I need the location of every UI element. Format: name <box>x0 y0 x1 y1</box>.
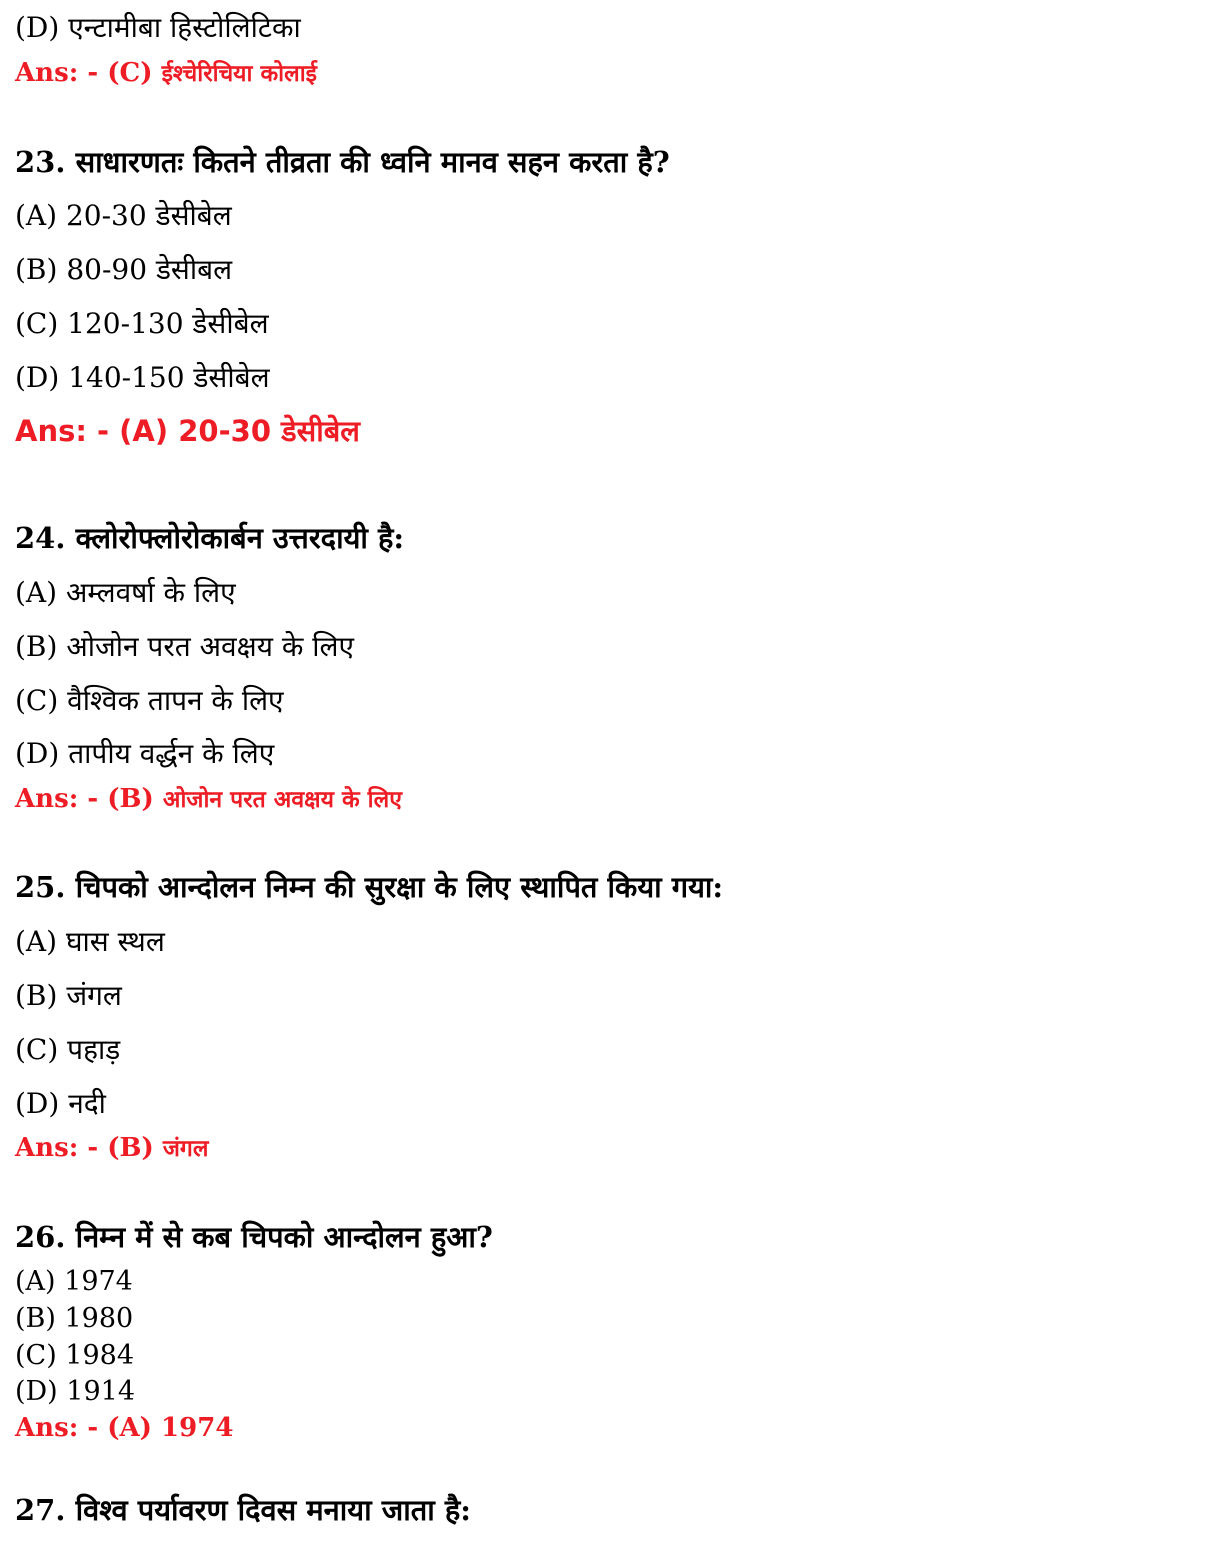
q24-option-a: (A) अम्लवर्षा के लिए <box>15 576 236 609</box>
q23-answer-text: 20-30 डेसीबेल <box>178 414 360 448</box>
q23-question <box>15 145 670 179</box>
q27-question <box>15 1493 471 1527</box>
q24-number: 24. <box>15 521 66 555</box>
q27-number: 27. <box>15 1493 66 1527</box>
q24-answer-text: ओजोन परत अवक्षय के लिए <box>162 786 402 813</box>
q23-option-d: (D) 140-150 डेसीबेल <box>15 361 270 394</box>
q23-text: साधारणतः कितने तीव्रता की ध्वनि मानव सहन करता है? <box>75 145 670 179</box>
q25-answer-prefix: Ans: - (B) <box>15 1133 154 1163</box>
q25-option-c: (C) पहाड़ <box>15 1033 121 1066</box>
q22-answer <box>15 60 317 86</box>
q24-option-c: (C) वैश्विक तापन के लिए <box>15 684 284 717</box>
q26-answer-text: 1974 <box>161 1413 234 1443</box>
q26-number: 26. <box>15 1220 66 1254</box>
q25-question <box>15 870 724 904</box>
q22-answer-text: ईश्चेरिचिया कोलाई <box>161 60 317 87</box>
q25-answer <box>15 1135 208 1161</box>
q24-option-d: (D) तापीय वर्द्धन के लिए <box>15 737 275 770</box>
q22-option-d: (D) एन्टामीबा हिस्टोलिटिका <box>15 11 301 44</box>
q26-option-d: (D) 1914 <box>15 1376 136 1407</box>
q26-option-c: (C) 1984 <box>15 1340 135 1371</box>
q26-answer <box>15 1415 233 1441</box>
q23-number: 23. <box>15 145 66 179</box>
q26-answer-prefix: Ans: - (A) <box>15 1413 152 1443</box>
q23-option-c: (C) 120-130 डेसीबेल <box>15 307 269 340</box>
q22-answer-prefix: Ans: - (C) <box>15 58 153 88</box>
q25-number: 25. <box>15 870 66 904</box>
q24-answer <box>15 786 402 812</box>
q24-question <box>15 521 405 555</box>
q23-answer <box>15 414 360 448</box>
q25-answer-text: जंगल <box>162 1135 209 1162</box>
q25-text: चिपको आन्दोलन निम्न की सुरक्षा के लिए स्थापित किया गया: <box>75 870 724 904</box>
q26-question <box>15 1220 493 1254</box>
q25-option-b: (B) जंगल <box>15 979 122 1012</box>
q24-option-b: (B) ओजोन परत अवक्षय के लिए <box>15 630 354 663</box>
q24-text: क्लोरोफ्लोरोकार्बन उत्तरदायी है: <box>75 521 405 555</box>
q26-text: निम्न में से कब चिपको आन्दोलन हुआ? <box>75 1220 493 1254</box>
q23-option-b: (B) 80-90 डेसीबल <box>15 253 233 286</box>
q23-answer-prefix: Ans: - (A) <box>15 414 169 448</box>
q25-option-a: (A) घास स्थल <box>15 925 165 958</box>
q25-option-d: (D) नदी <box>15 1087 106 1120</box>
q24-answer-prefix: Ans: - (B) <box>15 784 154 814</box>
q26-option-b: (B) 1980 <box>15 1303 134 1334</box>
q27-text: विश्व पर्यावरण दिवस मनाया जाता है: <box>75 1493 471 1527</box>
q26-option-a: (A) 1974 <box>15 1266 133 1297</box>
q23-option-a: (A) 20-30 डेसीबेल <box>15 199 232 232</box>
